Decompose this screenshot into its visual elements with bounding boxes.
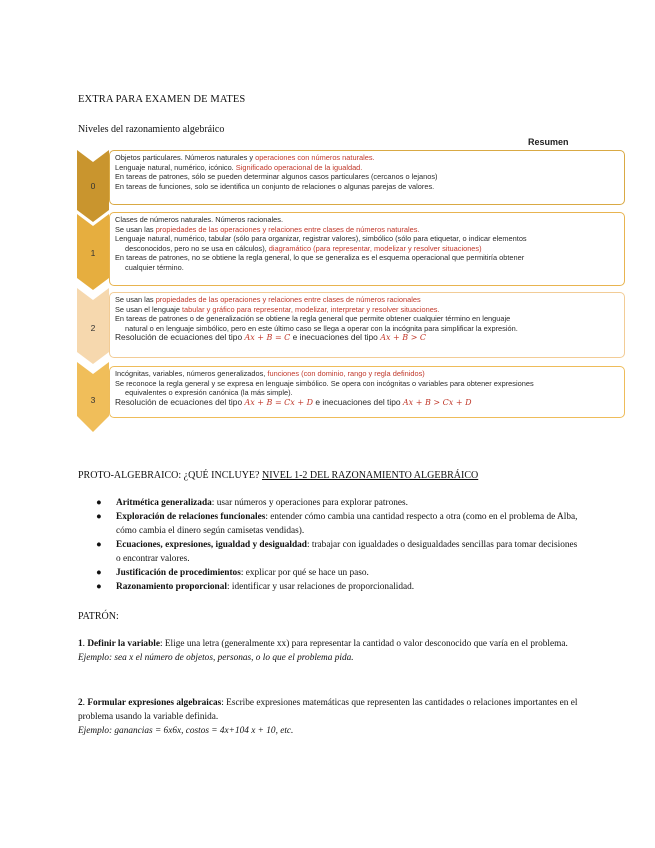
level-2-equation: Resolución de ecuaciones del tipo Ax + B = C e inecuaciones del tipo Ax + B > C	[115, 332, 427, 343]
level-3-box	[109, 366, 625, 418]
level-3-line-2: Se reconoce la regla general y se expresa en lenguaje simbólico. Se opera con incógnitas o variables para obtener expresiones	[115, 378, 534, 388]
level-3-line-1: Incógnitas, variables, números generalizados, funciones (con dominio, rango y regla definidos)	[115, 369, 425, 378]
list-item: ● Razonamiento proporcional: identificar y usar relaciones de proporcionalidad.	[96, 582, 415, 592]
level-1-box	[109, 212, 625, 286]
step-1-example: Ejemplo: sea x el número de objetos, personas, o lo que el problema pida.	[78, 653, 354, 663]
list-item: ● Aritmética generalizada: usar números y operaciones para explorar patrones.	[96, 498, 408, 508]
section-subtitle: Niveles del razonamiento algebráico	[78, 124, 225, 135]
level-0-line-2: Lenguaje natural, numérico, icónico. Significado operacional de la igualdad.	[115, 162, 363, 172]
level-0-line-4: En tareas de funciones, solo se identifica un conjunto de relaciones o algunas parejas de valores.	[115, 181, 435, 191]
level-1-line-3: Lenguaje natural, numérico, tabular (sólo para organizar, registrar valores), simbólico (sólo para etiquetar, o indicar elementos	[115, 234, 527, 244]
document-title: EXTRA PARA EXAMEN DE MATES	[78, 94, 246, 105]
level-2-label: 2	[90, 323, 96, 333]
list-item: ● Exploración de relaciones funcionales: entender cómo cambia una cantidad respecto a otra (como en el problema de Alba, cómo cambia el dinero según camisetas vendidas).	[96, 512, 578, 536]
step-2: 2. Formular expresiones algebraicas: Escribe expresiones matemáticas que representen las cantidades o relaciones importantes en el problema usando la variable definida. Ejemplo: ganancias = 6x6x, costos = 4x+104 x + 10, etc.	[78, 698, 578, 736]
list-item: ● Ecuaciones, expresiones, igualdad y desigualdad: trabajar con igualdades o desigualdades sencillas para tomar decisiones o encontrar valores.	[96, 540, 578, 564]
level-1-label: 1	[90, 248, 96, 258]
patron-heading: PATRÓN:	[78, 611, 119, 622]
level-0-line-3: En tareas de patrones, sólo se pueden determinar algunos casos particulares (cercanos o lejanos)	[115, 172, 438, 182]
diagram-summary-label: Resumen	[528, 137, 569, 147]
level-2-line-3: En tareas de patrones o de generalización se obtiene la regla general que permite obtener cualquier término en lenguaje	[115, 314, 511, 324]
proto-heading: PROTO-ALGEBRAICO: ¿QUÉ INCLUYE? NIVEL 1-2 DEL RAZONAMIENTO ALGEBRÁICO	[78, 470, 479, 481]
level-3-equation: Resolución de ecuaciones del tipo Ax + B = Cx + D e inecuaciones del tipo Ax + B > Cx + D	[115, 396, 472, 407]
step-1: 1. Definir la variable: Elige una letra (generalmente xx) para representar la cantidad o valor desconocido que varía en el problema. Ejemplo: sea x el número de objetos, personas, o lo que el problema pida.	[78, 639, 568, 663]
proto-bullet-list	[78, 496, 578, 594]
list-item: ● Justificación de procedimientos: explicar por qué se hace un paso.	[96, 568, 369, 578]
level-2-line-2: Se usan el lenguaje tabular y gráfico para representar, modelizar, interpretar y resolver situaciones.	[115, 304, 440, 314]
level-1-line-6: cualquier término.	[125, 262, 184, 272]
level-2-line-1: Se usan las propiedades de las operaciones y relaciones entre clases de números racionales	[115, 295, 421, 304]
level-1-line-5: En tareas de patrones, no se obtiene la regla general, lo que se generaliza es el esquema operacional que permitiría obtener	[115, 253, 525, 263]
level-1-line-1: Clases de números naturales. Números racionales.	[115, 215, 284, 224]
level-2-box	[109, 292, 625, 358]
level-3-line-3: equivalentes o expresión canónica (la más simple).	[125, 388, 293, 398]
level-2-line-4: natural o en lenguaje simbólico, pero en este último caso se llega a operar con la incógnita para simplificar la expresión.	[125, 323, 518, 333]
level-3-label: 3	[90, 395, 96, 405]
level-0-label: 0	[90, 181, 96, 191]
level-1-line-4: desconocidos, pero no se usa en cálculos), diagramático (para representar, modelizar y resolver situaciones)	[125, 243, 482, 253]
step-2-example: Ejemplo: ganancias = 6x6x, costos = 4x+104 x + 10, etc.	[78, 726, 294, 736]
proto-heading-underlined: NIVEL 1-2 DEL RAZONAMIENTO ALGEBRÁICO	[261, 470, 479, 481]
level-1-line-2: Se usan las propiedades de las operaciones y relaciones entre clases de números naturales.	[115, 224, 420, 234]
level-0-box	[109, 150, 625, 205]
level-0-line-1: Objetos particulares. Números naturales y operaciones con números naturales.	[115, 153, 375, 162]
